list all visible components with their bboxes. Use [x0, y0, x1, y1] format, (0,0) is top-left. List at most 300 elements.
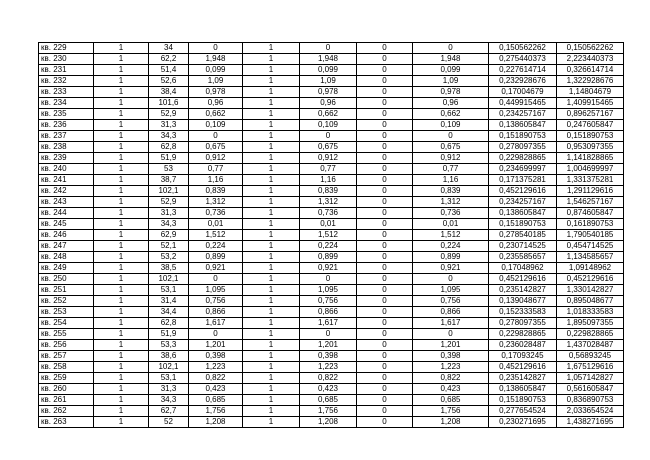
cell-factor: 1 [243, 120, 300, 131]
cell-apartment: кв. 242 [39, 186, 94, 197]
cell-value-a: 1,617 [189, 318, 243, 329]
cell-value-d: 0 [413, 274, 489, 285]
cell-value-c: 0 [357, 362, 413, 373]
cell-area: 31,3 [149, 120, 189, 131]
cell-value-d: 0,099 [413, 65, 489, 76]
cell-factor: 1 [243, 219, 300, 230]
cell-apartment: кв. 246 [39, 230, 94, 241]
cell-value-d: 1,312 [413, 197, 489, 208]
cell-value-b: 1,948 [300, 54, 357, 65]
cell-value-d: 0,109 [413, 120, 489, 131]
cell-count: 1 [94, 340, 149, 351]
cell-factor: 1 [243, 197, 300, 208]
cell-value-a: 0,839 [189, 186, 243, 197]
cell-area: 31,3 [149, 208, 189, 219]
cell-total: 1,291129616 [557, 186, 624, 197]
cell-value-c: 0 [357, 54, 413, 65]
table-row [39, 65, 624, 76]
cell-apartment: кв. 237 [39, 131, 94, 142]
cell-value-b: 1,095 [300, 285, 357, 296]
cell-apartment: кв. 250 [39, 274, 94, 285]
cell-share: 0,227614714 [489, 65, 557, 76]
cell-total: 1,09148962 [557, 263, 624, 274]
cell-count: 1 [94, 109, 149, 120]
cell-share: 0,235142827 [489, 373, 557, 384]
cell-value-d: 0,921 [413, 263, 489, 274]
cell-value-a: 1,095 [189, 285, 243, 296]
table-row [39, 142, 624, 153]
table-row [39, 153, 624, 164]
cell-share: 0,235585657 [489, 252, 557, 263]
cell-value-a: 0,109 [189, 120, 243, 131]
cell-share: 0,171375281 [489, 175, 557, 186]
cell-value-d: 0,01 [413, 219, 489, 230]
cell-factor: 1 [243, 76, 300, 87]
cell-value-b: 0 [300, 131, 357, 142]
cell-value-c: 0 [357, 131, 413, 142]
cell-apartment: кв. 256 [39, 340, 94, 351]
cell-value-a: 1,312 [189, 197, 243, 208]
cell-share: 0,275440373 [489, 54, 557, 65]
cell-value-d: 0,736 [413, 208, 489, 219]
cell-value-a: 0,899 [189, 252, 243, 263]
table-row [39, 307, 624, 318]
cell-count: 1 [94, 318, 149, 329]
cell-area: 34,3 [149, 219, 189, 230]
cell-apartment: кв. 249 [39, 263, 94, 274]
cell-area: 52,9 [149, 197, 189, 208]
table-row [39, 43, 624, 54]
cell-share: 0,139048677 [489, 296, 557, 307]
cell-value-a: 0,978 [189, 87, 243, 98]
table-row [39, 274, 624, 285]
cell-share: 0,236028487 [489, 340, 557, 351]
cell-apartment: кв. 259 [39, 373, 94, 384]
cell-value-b: 0,109 [300, 120, 357, 131]
cell-value-a: 0,685 [189, 395, 243, 406]
table-row [39, 175, 624, 186]
cell-total: 1,790540185 [557, 230, 624, 241]
cell-apartment: кв. 230 [39, 54, 94, 65]
cell-share: 0,17004679 [489, 87, 557, 98]
cell-factor: 1 [243, 362, 300, 373]
cell-value-d: 0,675 [413, 142, 489, 153]
cell-factor: 1 [243, 109, 300, 120]
cell-factor: 1 [243, 87, 300, 98]
cell-total: 1,895097355 [557, 318, 624, 329]
cell-value-d: 0,423 [413, 384, 489, 395]
cell-total: 0,161890753 [557, 219, 624, 230]
cell-apartment: кв. 244 [39, 208, 94, 219]
cell-factor: 1 [243, 208, 300, 219]
cell-apartment: кв. 258 [39, 362, 94, 373]
cell-total: 1,546257167 [557, 197, 624, 208]
cell-count: 1 [94, 285, 149, 296]
cell-count: 1 [94, 384, 149, 395]
cell-value-b: 0,866 [300, 307, 357, 318]
cell-share: 0,278097355 [489, 142, 557, 153]
cell-count: 1 [94, 120, 149, 131]
cell-share: 0,138605847 [489, 208, 557, 219]
cell-apartment: кв. 240 [39, 164, 94, 175]
cell-total: 2,223440373 [557, 54, 624, 65]
cell-count: 1 [94, 241, 149, 252]
cell-value-b: 1,208 [300, 417, 357, 428]
cell-value-c: 0 [357, 197, 413, 208]
cell-value-d: 0,839 [413, 186, 489, 197]
cell-area: 34 [149, 43, 189, 54]
cell-total: 1,057142827 [557, 373, 624, 384]
cell-value-a: 0,662 [189, 109, 243, 120]
cell-apartment: кв. 233 [39, 87, 94, 98]
cell-share: 0,234257167 [489, 197, 557, 208]
cell-factor: 1 [243, 241, 300, 252]
cell-value-a: 0,822 [189, 373, 243, 384]
table-row [39, 296, 624, 307]
cell-total: 1,409915465 [557, 98, 624, 109]
cell-apartment: кв. 247 [39, 241, 94, 252]
cell-value-a: 0,099 [189, 65, 243, 76]
cell-share: 0,278540185 [489, 230, 557, 241]
cell-value-d: 1,512 [413, 230, 489, 241]
cell-value-d: 0,822 [413, 373, 489, 384]
cell-total: 1,438271695 [557, 417, 624, 428]
cell-share: 0,230714525 [489, 241, 557, 252]
cell-area: 34,3 [149, 131, 189, 142]
cell-factor: 1 [243, 285, 300, 296]
cell-apartment: кв. 257 [39, 351, 94, 362]
cell-total: 0,56893245 [557, 351, 624, 362]
cell-share: 0,229828865 [489, 329, 557, 340]
cell-value-b: 0,912 [300, 153, 357, 164]
cell-total: 0,836890753 [557, 395, 624, 406]
cell-value-d: 0,756 [413, 296, 489, 307]
cell-area: 102,1 [149, 362, 189, 373]
table-row [39, 406, 624, 417]
cell-total: 2,033654524 [557, 406, 624, 417]
cell-value-d: 0 [413, 329, 489, 340]
cell-value-c: 0 [357, 318, 413, 329]
table-row [39, 384, 624, 395]
table-row [39, 318, 624, 329]
cell-value-c: 0 [357, 164, 413, 175]
table-row [39, 208, 624, 219]
cell-count: 1 [94, 131, 149, 142]
cell-area: 62,9 [149, 230, 189, 241]
cell-value-b: 1,16 [300, 175, 357, 186]
cell-count: 1 [94, 186, 149, 197]
cell-factor: 1 [243, 43, 300, 54]
cell-count: 1 [94, 373, 149, 384]
cell-area: 62,8 [149, 142, 189, 153]
cell-value-c: 0 [357, 373, 413, 384]
cell-count: 1 [94, 252, 149, 263]
cell-factor: 1 [243, 296, 300, 307]
cell-value-b: 0,839 [300, 186, 357, 197]
table-row [39, 98, 624, 109]
cell-area: 52,1 [149, 241, 189, 252]
table-row [39, 362, 624, 373]
cell-factor: 1 [243, 131, 300, 142]
cell-share: 0,151890753 [489, 219, 557, 230]
cell-count: 1 [94, 98, 149, 109]
cell-factor: 1 [243, 351, 300, 362]
cell-total: 1,331375281 [557, 175, 624, 186]
cell-value-b: 1,756 [300, 406, 357, 417]
table-body [39, 43, 624, 428]
cell-count: 1 [94, 219, 149, 230]
cell-value-c: 0 [357, 76, 413, 87]
cell-area: 53,2 [149, 252, 189, 263]
cell-apartment: кв. 255 [39, 329, 94, 340]
cell-value-c: 0 [357, 120, 413, 131]
cell-apartment: кв. 245 [39, 219, 94, 230]
cell-share: 0,138605847 [489, 384, 557, 395]
cell-value-b: 0,224 [300, 241, 357, 252]
cell-share: 0,277654524 [489, 406, 557, 417]
cell-factor: 1 [243, 142, 300, 153]
cell-count: 1 [94, 197, 149, 208]
cell-total: 0,150562262 [557, 43, 624, 54]
cell-value-b: 0 [300, 329, 357, 340]
cell-area: 62,7 [149, 406, 189, 417]
cell-value-a: 0 [189, 274, 243, 285]
cell-value-b: 0 [300, 274, 357, 285]
cell-area: 38,6 [149, 351, 189, 362]
cell-value-d: 0,398 [413, 351, 489, 362]
cell-area: 53 [149, 164, 189, 175]
cell-factor: 1 [243, 175, 300, 186]
cell-value-b: 0,978 [300, 87, 357, 98]
table-row [39, 76, 624, 87]
cell-count: 1 [94, 351, 149, 362]
cell-value-a: 0,224 [189, 241, 243, 252]
cell-apartment: кв. 239 [39, 153, 94, 164]
cell-value-c: 0 [357, 406, 413, 417]
cell-value-a: 1,208 [189, 417, 243, 428]
cell-value-d: 1,948 [413, 54, 489, 65]
table-row [39, 120, 624, 131]
cell-share: 0,278097355 [489, 318, 557, 329]
cell-total: 0,229828865 [557, 329, 624, 340]
cell-value-b: 0,822 [300, 373, 357, 384]
cell-value-a: 1,16 [189, 175, 243, 186]
cell-share: 0,452129616 [489, 186, 557, 197]
cell-value-b: 0,899 [300, 252, 357, 263]
cell-total: 1,134585657 [557, 252, 624, 263]
cell-share: 0,452129616 [489, 274, 557, 285]
cell-share: 0,234699997 [489, 164, 557, 175]
cell-share: 0,449915465 [489, 98, 557, 109]
cell-factor: 1 [243, 406, 300, 417]
cell-area: 51,9 [149, 153, 189, 164]
cell-value-a: 0,756 [189, 296, 243, 307]
cell-count: 1 [94, 175, 149, 186]
table-row [39, 373, 624, 384]
cell-factor: 1 [243, 395, 300, 406]
cell-value-a: 0,423 [189, 384, 243, 395]
cell-value-b: 0,398 [300, 351, 357, 362]
cell-factor: 1 [243, 153, 300, 164]
cell-value-d: 0,96 [413, 98, 489, 109]
table-row [39, 197, 624, 208]
cell-factor: 1 [243, 186, 300, 197]
cell-total: 0,896257167 [557, 109, 624, 120]
cell-share: 0,17093245 [489, 351, 557, 362]
cell-count: 1 [94, 406, 149, 417]
cell-count: 1 [94, 43, 149, 54]
cell-value-c: 0 [357, 274, 413, 285]
cell-area: 38,7 [149, 175, 189, 186]
cell-value-b: 1,09 [300, 76, 357, 87]
cell-count: 1 [94, 54, 149, 65]
cell-value-a: 0 [189, 131, 243, 142]
cell-value-c: 0 [357, 252, 413, 263]
cell-count: 1 [94, 142, 149, 153]
cell-value-b: 0,685 [300, 395, 357, 406]
cell-value-a: 0,912 [189, 153, 243, 164]
cell-value-d: 1,201 [413, 340, 489, 351]
cell-area: 53,1 [149, 373, 189, 384]
cell-apartment: кв. 253 [39, 307, 94, 318]
cell-value-a: 0,398 [189, 351, 243, 362]
cell-share: 0,138605847 [489, 120, 557, 131]
cell-factor: 1 [243, 252, 300, 263]
cell-value-b: 0,01 [300, 219, 357, 230]
cell-count: 1 [94, 296, 149, 307]
cell-value-d: 0,912 [413, 153, 489, 164]
cell-value-d: 0 [413, 43, 489, 54]
cell-value-b: 0,77 [300, 164, 357, 175]
cell-value-b: 0,662 [300, 109, 357, 120]
cell-value-b: 0,423 [300, 384, 357, 395]
cell-value-b: 0,675 [300, 142, 357, 153]
cell-value-c: 0 [357, 142, 413, 153]
cell-value-a: 1,223 [189, 362, 243, 373]
cell-value-c: 0 [357, 175, 413, 186]
cell-apartment: кв. 232 [39, 76, 94, 87]
cell-value-c: 0 [357, 417, 413, 428]
cell-area: 34,4 [149, 307, 189, 318]
cell-value-a: 0,921 [189, 263, 243, 274]
cell-count: 1 [94, 153, 149, 164]
table-row [39, 241, 624, 252]
cell-area: 102,1 [149, 274, 189, 285]
cell-value-c: 0 [357, 241, 413, 252]
cell-value-b: 0,921 [300, 263, 357, 274]
cell-area: 102,1 [149, 186, 189, 197]
cell-value-b: 0,736 [300, 208, 357, 219]
cell-value-a: 0,866 [189, 307, 243, 318]
cell-value-c: 0 [357, 186, 413, 197]
table-row [39, 329, 624, 340]
table-row [39, 340, 624, 351]
cell-share: 0,230271695 [489, 417, 557, 428]
cell-area: 53,1 [149, 285, 189, 296]
cell-area: 52,6 [149, 76, 189, 87]
table-row [39, 263, 624, 274]
cell-factor: 1 [243, 65, 300, 76]
table-row [39, 285, 624, 296]
cell-value-d: 1,617 [413, 318, 489, 329]
cell-apartment: кв. 236 [39, 120, 94, 131]
cell-value-b: 1,617 [300, 318, 357, 329]
cell-total: 0,895048677 [557, 296, 624, 307]
cell-apartment: кв. 252 [39, 296, 94, 307]
cell-count: 1 [94, 362, 149, 373]
cell-share: 0,152333583 [489, 307, 557, 318]
table-row [39, 186, 624, 197]
cell-total: 0,452129616 [557, 274, 624, 285]
cell-factor: 1 [243, 98, 300, 109]
cell-total: 1,330142827 [557, 285, 624, 296]
cell-apartment: кв. 261 [39, 395, 94, 406]
cell-share: 0,234257167 [489, 109, 557, 120]
cell-apartment: кв. 238 [39, 142, 94, 153]
cell-value-d: 1,756 [413, 406, 489, 417]
cell-apartment: кв. 241 [39, 175, 94, 186]
cell-share: 0,232928676 [489, 76, 557, 87]
table-row [39, 252, 624, 263]
cell-value-d: 0,866 [413, 307, 489, 318]
cell-value-a: 1,09 [189, 76, 243, 87]
cell-value-c: 0 [357, 109, 413, 120]
cell-area: 38,5 [149, 263, 189, 274]
cell-value-c: 0 [357, 296, 413, 307]
cell-share: 0,229828865 [489, 153, 557, 164]
cell-value-a: 0,01 [189, 219, 243, 230]
table-row [39, 164, 624, 175]
cell-value-a: 0,675 [189, 142, 243, 153]
cell-value-c: 0 [357, 219, 413, 230]
cell-area: 53,3 [149, 340, 189, 351]
cell-count: 1 [94, 208, 149, 219]
cell-total: 1,004699997 [557, 164, 624, 175]
cell-value-b: 0,756 [300, 296, 357, 307]
cell-apartment: кв. 231 [39, 65, 94, 76]
cell-value-d: 0,77 [413, 164, 489, 175]
table-row [39, 417, 624, 428]
cell-area: 62,8 [149, 318, 189, 329]
cell-count: 1 [94, 87, 149, 98]
table-row [39, 351, 624, 362]
cell-share: 0,235142827 [489, 285, 557, 296]
cell-area: 51,4 [149, 65, 189, 76]
cell-value-a: 0,96 [189, 98, 243, 109]
cell-value-c: 0 [357, 307, 413, 318]
cell-count: 1 [94, 274, 149, 285]
cell-value-d: 0,978 [413, 87, 489, 98]
cell-value-b: 0,96 [300, 98, 357, 109]
cell-value-a: 1,512 [189, 230, 243, 241]
cell-value-a: 1,948 [189, 54, 243, 65]
table-row [39, 54, 624, 65]
cell-factor: 1 [243, 340, 300, 351]
cell-value-c: 0 [357, 340, 413, 351]
cell-total: 1,14804679 [557, 87, 624, 98]
cell-area: 51,9 [149, 329, 189, 340]
cell-area: 52 [149, 417, 189, 428]
cell-value-c: 0 [357, 43, 413, 54]
cell-total: 0,874605847 [557, 208, 624, 219]
cell-area: 62,2 [149, 54, 189, 65]
cell-total: 1,018333583 [557, 307, 624, 318]
table-row [39, 395, 624, 406]
cell-total: 0,561605847 [557, 384, 624, 395]
cell-value-d: 0 [413, 131, 489, 142]
cell-value-a: 1,756 [189, 406, 243, 417]
cell-count: 1 [94, 164, 149, 175]
